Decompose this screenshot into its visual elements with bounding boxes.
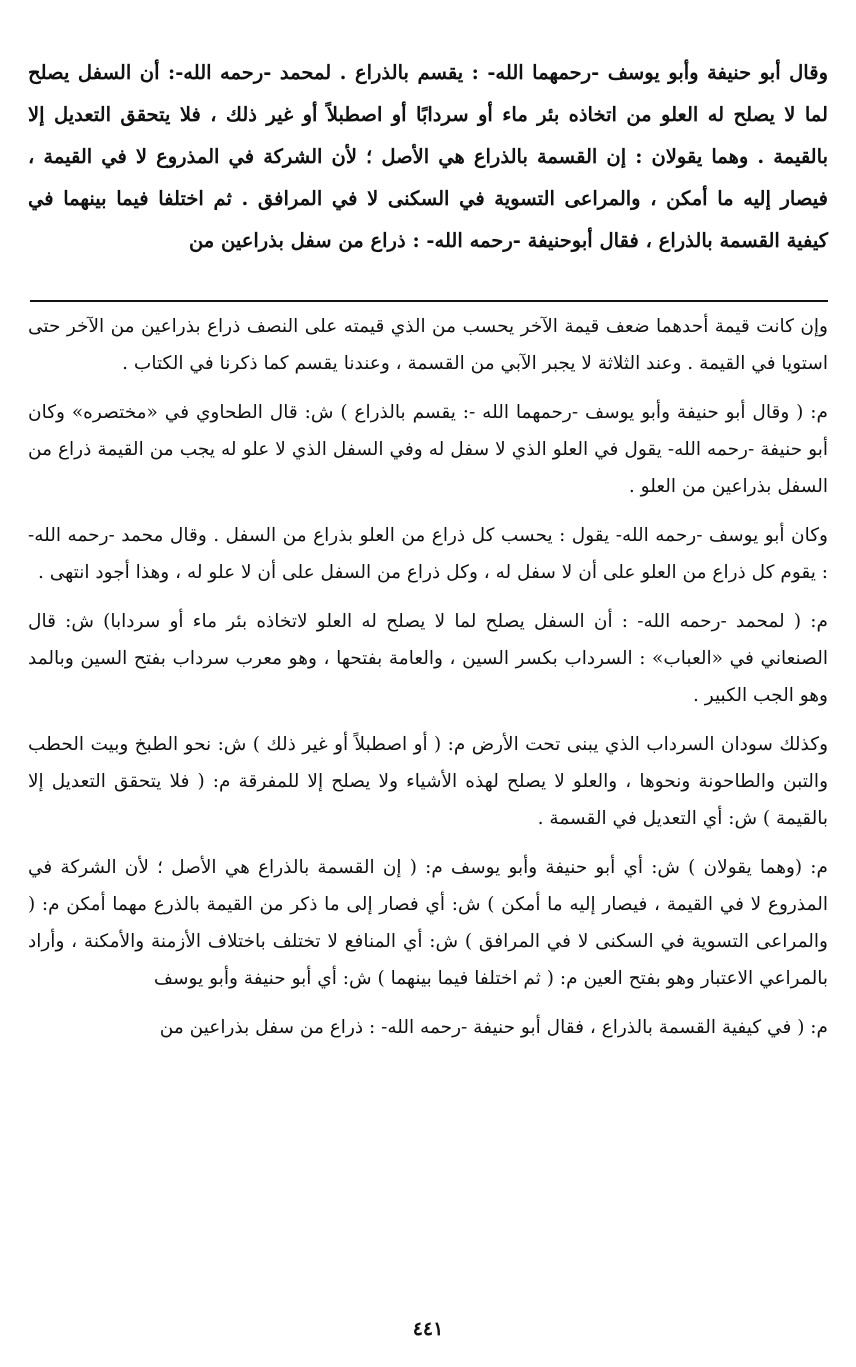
commentary-paragraph: وكان أبو يوسف -رحمه الله- يقول : يحسب كل ذراع من العلو بذراع من السفل . وقال محمد -رحمه الله- : يقوم كل ذراع من العلو على أن لا سفل له ، وكل ذراع من السفل على أن لا علو له ، وهذا أجود انتهى . (28, 525, 828, 583)
main-text-block (28, 52, 828, 262)
commentary-paragraph: م: (وهما يقولان ) ش: أي أبو حنيفة وأبو يوسف م: ( إن القسمة بالذراع هي الأصل ؛ لأن الشركة في المذروع لا في القيمة ، فيصار إليه ما أمكن ) ش: أي فصار إلى ما ذكر من القيمة بالذرع مهما أمكن م: ( والمراعى التسوية في السكنى لا في المرافق ) ش: أي المنافع لا تختلف باختلاف الأزمنة والأمكنة ، وأراد بالمراعي الاعتبار وهو بفتح العين م: ( ثم اختلفا فيما بينهما ) ش: أي أبو حنيفة وأبو يوسف (28, 857, 828, 989)
commentary-paragraph: م: ( في كيفية القسمة بالذراع ، فقال أبو حنيفة -رحمه الله- : ذراع من سفل بذراعين من (159, 1017, 828, 1038)
page-number: ٤٤١ (412, 1318, 444, 1340)
commentary-paragraph: وإن كانت قيمة أحدهما ضعف قيمة الآخر يحسب من الذي قيمته على النصف ذراع بذراعين من الآخر حتى استويا في القيمة . وعند الثلاثة لا يجبر الآبي من القسمة ، وعندنا يقسم كما ذكرنا في الكتاب . (28, 316, 828, 374)
section-divider (30, 300, 828, 302)
commentary-paragraph: م: ( لمحمد -رحمه الله- : أن السفل يصلح لما لا يصلح له العلو لاتخاذه بئر ماء أو سردابا) ش: قال الصنعاني في «العباب» : السرداب بكسر السين ، والعامة بفتحها ، وهو معرب سرداب بفتح السين وبالمد وهو الجب الكبير . (28, 611, 828, 706)
main-text-paragraph: وقال أبو حنيفة وأبو يوسف -رحمهما الله- : يقسم بالذراع . لمحمد -رحمه الله-: أن السفل يصلح لما لا يصلح له العلو من اتخاذه بئر ماء أو سردابًا أو اصطبلاً أو غير ذلك ، فلا يتحقق التعديل إلا بالقيمة . وهما يقولان : إن القسمة بالذراع هي الأصل ؛ لأن الشركة في المذروع لا في القيمة ، فيصار إليه ما أمكن ، والمراعى التسوية في السكنى لا في المرافق . ثم اختلفا فيما بينهما في كيفية القسمة بالذراع ، فقال أبوحنيفة -رحمه الله- : ذراع من سفل بذراعين من (28, 61, 828, 252)
commentary-block (28, 308, 828, 1058)
commentary-paragraph: م: ( وقال أبو حنيفة وأبو يوسف -رحمهما الله -: يقسم بالذراع ) ش: قال الطحاوي في «مختصره» وكان أبو حنيفة -رحمه الله- يقول في العلو الذي لا سفل له وفي السفل الذي لا علو له يجب من القيمة ذراع من السفل بذراعين من العلو . (28, 402, 828, 497)
commentary-paragraph: وكذلك سودان السرداب الذي يبنى تحت الأرض م: ( أو اصطبلاً أو غير ذلك ) ش: نحو الطبخ وبيت الحطب والتبن والطاحونة ونحوها ، والعلو لا يصلح لهذه الأشياء ولا يصلح إلا للمفرقة م: ( فلا يتحقق التعديل إلا بالقيمة ) ش: أي التعديل في القسمة . (28, 734, 828, 829)
